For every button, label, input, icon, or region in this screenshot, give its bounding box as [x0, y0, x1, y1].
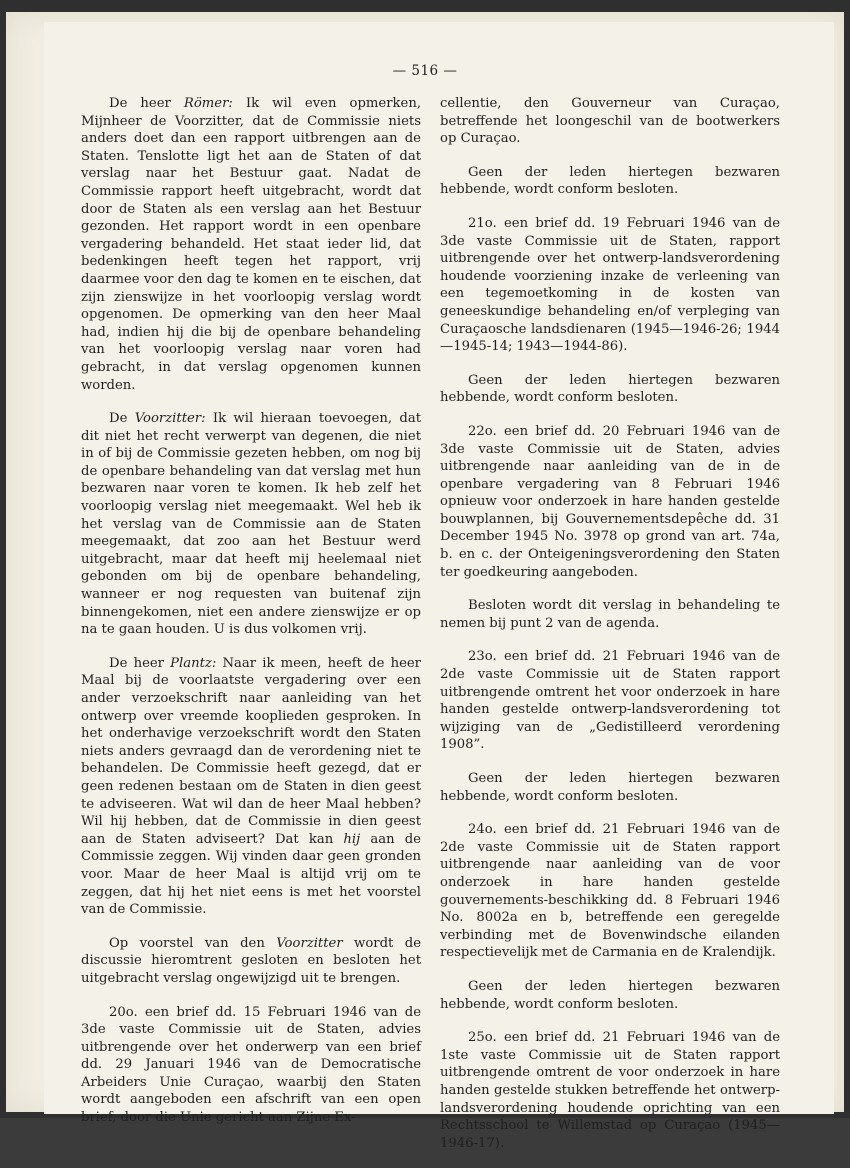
paragraph-decision-3: Besloten wordt dit verslag in behandeling te nemen bij punt 2 van de agenda. [440, 598, 780, 631]
paragraph-decision-1: Geen der leden hiertegen bezwaren hebbende, wordt conform besloten. [440, 164, 780, 198]
paragraph-romer: De heer Römer: Ik wil even opmerken, Mijnheer de Voorzitter, dat de Commissie niets anders doet dan een rapport uitbrengen aan de Staten. Tenslotte ligt het aan de Staten of dat verslag naar het Bestuur gaat. Nadat de Commissie rapport heeft uitgebracht, wordt dat door de Staten als een verslag aan het Bestuur gezonden. Het rapport wordt in een openbare vergadering behandeld. Het staat ieder lid, dat bedenkingen heeft tegen het rapport, vrij daarmee voor den dag te komen en te eischen, dat zijn zienswijze in het voorloopig verslag wordt opgenomen. De opmerking van den heer Maal had, indien hij die bij de openbare behandeling van het voorloopig verslag naar voren had gebracht, in dat verslag opgenomen kunnen worden. [81, 96, 422, 393]
paragraph-decision-4: Geen der leden hiertegen bezwaren hebbende, wordt conform besloten. [440, 771, 780, 804]
paragraph-item-24: 24o. een brief dd. 21 Februari 1946 van de 2de vaste Commissie uit de Staten rapport uitbrengende naar aanleiding van de voor onderzoek in hare handen gestelde gouvernements-beschikking dd. 8 Februari 1946 No. 8002a en b, betreffende een geregelde verbinding met de Bovenwindsche eilanden respectievelijk met de Carmania en de Kralendijk. [440, 822, 780, 961]
page-number: — 516 — [392, 63, 458, 79]
paragraph-decision-5: Geen der leden hiertegen bezwaren hebbende, wordt conform besloten. [440, 978, 780, 1012]
paragraph-item-25: 25o. een brief dd. 21 Februari 1946 van de 1ste vaste Commissie uit de Staten rapport uitbrengende omtrent de voor onderzoek in hare handen gestelde stukken betreffende het ontwerp-landsverordening houdende oprichting van een Rechtsschool te Willemstad op Curaçao (1945—1946-17). [440, 1030, 780, 1151]
paragraph-plantz: De heer Plantz: Naar ik meen, heeft de heer Maal bij de voorlaatste vergadering over een ander verzoekschrift naar aanleiding van het ontwerp over vreemde kooplieden gesproken. In het onderhavige verzoekschrift wordt den Staten niets anders gevraagd dan de verordening niet te behandelen. De Commissie heeft gezegd, dat er geen redenen bestaan om de Staten in dien geest te adviseeren. Wat wil dan de heer Maal hebben? Wil hij hebben, dat de Commissie in dien geest aan de Staten adviseert? Dat kan hij aan de Commissie zeggen. Wij vinden daar geen gronden voor. Maar de heer Maal is altijd vrij om te zeggen, dat hij het niet eens is met het voorstel van de Commissie. [81, 655, 421, 918]
left-column [81, 95, 421, 1143]
paragraph-item-20: 20o. een brief dd. 15 Februari 1946 van de 3de vaste Commissie uit de Staten, advies uitbrengende over het onderwerp van een brief dd. 29 Januari 1946 van de Democratische Arbeiders Unie Curaçao, waarbij den Staten wordt aangeboden een afschrift van een open brief, door die Unie gericht aan Zijne Ex- [81, 1004, 421, 1126]
paragraph-item-23: 23o. een brief dd. 21 Februari 1946 van de 2de vaste Commissie uit de Staten rapport uitbrengende omtrent het voor onderzoek in hare handen gestelde ontwerp-landsverordening tot wijziging van de „Gedistilleerd verordening 1908”. [440, 649, 780, 753]
paragraph-item-20-continued: cellentie, den Gouverneur van Curaçao, betreffende het loongeschil van de bootwerkers op Curaçao. [440, 96, 780, 147]
paragraph-item-21: 21o. een brief dd. 19 Februari 1946 van de 3de vaste Commissie uit de Staten, rapport uitbrengende over het ontwerp-landsverordening houdende voorziening inzake de verleening van een tegemoetkoming in de kosten van geneeskundige behandeling en/of verpleging van Curaçaosche landsdienaren (1945—1946-26; 1944—1945-14; 1943—1944-86). [440, 215, 780, 355]
paragraph-voorzitter: De Voorzitter: Ik wil hieraan toevoegen, dat dit niet het recht verwerpt van degenen, die niet in of bij de Commissie gezeten hebben, om nog bij de openbare behandeling van dat verslag met hun bezwaren naar voren te komen. Ik heb zelf het voorloopig verslag niet meegemaakt. Wel heb ik het verslag van de Commissie aan de Staten meegemaakt, dat zoo aan het Bestuur werd uitgebracht, maar dat heeft mij heelemaal niet gebonden om bij de openbare behandeling, wanneer er nog requesten van buitenaf zijn binnengekomen, niet een andere zienswijze er op na te gaan houden. U is dus volkomen vrij. [81, 411, 421, 638]
paragraph-decision-2: Geen der leden hiertegen bezwaren hebbende, wordt conform besloten. [440, 372, 780, 406]
paragraph-item-22: 22o. een brief dd. 20 Februari 1946 van de 3de vaste Commissie uit de Staten, advies uitbrengende naar aanleiding van de in de openbare vergadering van 8 Februari 1946 opnieuw voor onderzoek in hare handen gestelde bouwplannen, bij Gouvernementsdepêche dd. 31 December 1945 No. 3978 op grond van art. 74a, b. en c. der Onteigeningsverordening den Staten ter goedkeuring aangeboden. [440, 423, 780, 580]
paragraph-voorstel: Op voorstel van den Voorzitter wordt de discussie hieromtrent gesloten en besloten het uitgebracht verslag ongewijzigd uit te brengen. [81, 935, 422, 986]
right-column [440, 95, 780, 1168]
